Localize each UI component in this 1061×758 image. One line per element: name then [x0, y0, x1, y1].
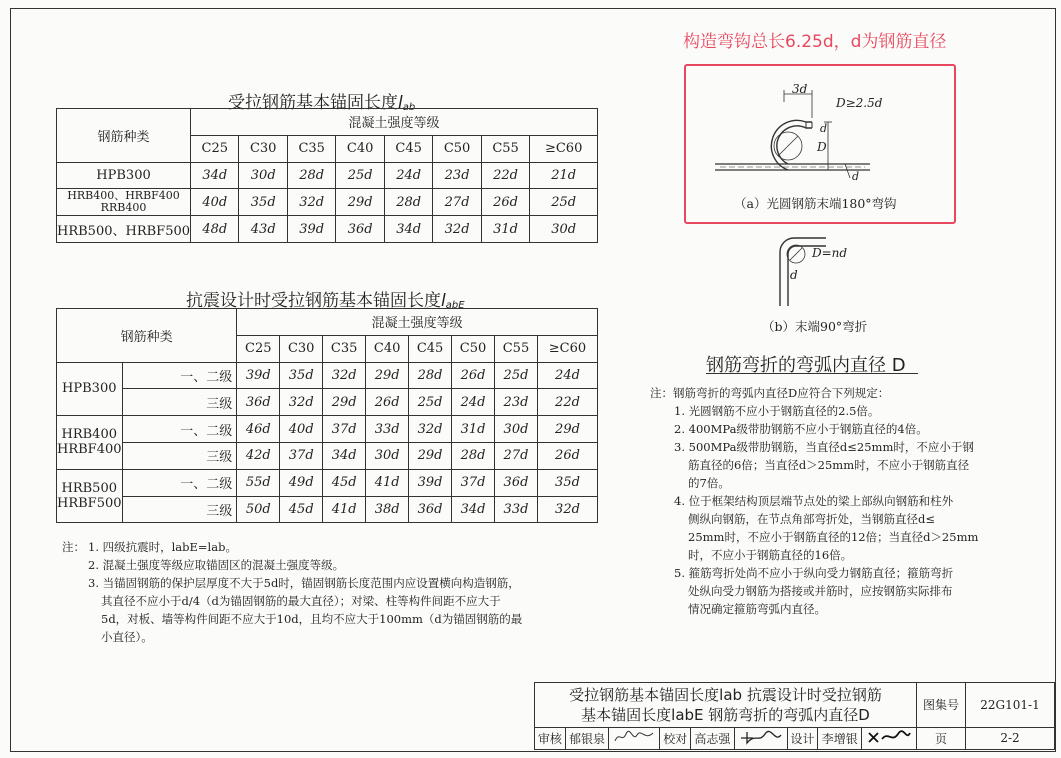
- title-block-title: 受拉钢筋基本锚固长度lab 抗震设计时受拉钢筋 基本锚固长度labE 钢筋弯折的弯弧内直径D: [535, 683, 917, 728]
- anchorage-value-cell: 41d: [366, 469, 409, 496]
- concrete-grade-header: 混凝土强度等级: [191, 109, 598, 136]
- anchorage-value-cell: 32d: [280, 389, 323, 416]
- grade-header-cell: C30: [239, 135, 287, 162]
- anchorage-value-cell: 36d: [495, 469, 538, 496]
- anchorage-value-cell: 25d: [409, 389, 452, 416]
- bend-d-label: d: [790, 268, 798, 282]
- anchorage-value-cell: 32d: [323, 362, 366, 389]
- hook-length-annotation: 构造弯钩总长6.25d，d为钢筋直径: [683, 32, 947, 52]
- anchorage-value-cell: 22d: [537, 389, 597, 416]
- anchorage-value-cell: 31d: [452, 416, 495, 443]
- grade-header-cell: C50: [452, 335, 495, 362]
- concrete-grade-header: 混凝土强度等级: [237, 309, 598, 336]
- table1-title: 受拉钢筋基本锚固长度$l_{ab}$: [228, 93, 416, 113]
- rule-item: 情况确定箍筋弯弧内直径。: [688, 602, 826, 616]
- anchorage-value-cell: 36d: [336, 216, 384, 243]
- anchorage-value-cell: 33d: [495, 496, 538, 523]
- anchorage-value-cell: 48d: [191, 216, 239, 243]
- seismic-level-cell: 一、二级: [122, 469, 237, 496]
- bend-90-figure: [760, 228, 860, 308]
- table-seismic-anchorage: [56, 308, 598, 523]
- anchorage-value-cell: 42d: [237, 442, 280, 469]
- anchorage-value-cell: 34d: [452, 496, 495, 523]
- figure-a-caption: （a）光圆钢筋末端180°弯钩: [734, 196, 897, 211]
- dim-d-label: d: [820, 122, 828, 135]
- rebar-type-header: 钢筋种类: [57, 309, 237, 363]
- anchorage-value-cell: 25d: [530, 189, 598, 216]
- title-underline: [706, 373, 918, 374]
- anchorage-value-cell: 34d: [323, 442, 366, 469]
- anchorage-value-cell: 28d: [287, 162, 335, 189]
- anchorage-value-cell: 35d: [280, 362, 323, 389]
- dim-D-label: D: [817, 140, 827, 154]
- anchorage-value-cell: 34d: [191, 162, 239, 189]
- grade-header-cell: C25: [237, 335, 280, 362]
- anchorage-value-cell: 30d: [495, 416, 538, 443]
- bend-rules-intro: 注：钢筋弯折的弯弧内直径D应符合下列规定：: [650, 386, 890, 400]
- anchorage-value-cell: 40d: [280, 416, 323, 443]
- seismic-level-cell: 一、二级: [122, 362, 237, 389]
- designer-signature: [862, 727, 917, 749]
- anchorage-value-cell: 25d: [495, 362, 538, 389]
- note-item: 小直径）。: [101, 630, 153, 644]
- checker-name: 高志强: [691, 727, 735, 749]
- rule-item: 1. 光圆钢筋不应小于钢筋直径的2.5倍。: [674, 404, 880, 418]
- anchorage-value-cell: 50d: [237, 496, 280, 523]
- reviewer-signature: [609, 727, 660, 749]
- anchorage-value-cell: 27d: [495, 442, 538, 469]
- grade-header-cell: C55: [495, 335, 538, 362]
- rule-item: 的7倍。: [688, 476, 730, 490]
- title-block: [534, 682, 1055, 750]
- anchorage-value-cell: 36d: [237, 389, 280, 416]
- anchorage-value-cell: 28d: [452, 442, 495, 469]
- anchorage-value-cell: 23d: [433, 162, 481, 189]
- rebar-type-cell: HRB400 HRBF400: [57, 416, 123, 470]
- anchorage-value-cell: 24d: [537, 362, 597, 389]
- anchorage-value-cell: 39d: [409, 469, 452, 496]
- table-row: [57, 442, 598, 469]
- anchorage-value-cell: 27d: [433, 189, 481, 216]
- note-item: 1. 四级抗震时，labE=lab。: [88, 540, 237, 554]
- checker-signature: [734, 727, 787, 749]
- reviewer-name: 郁银泉: [565, 727, 609, 749]
- table-row: [57, 389, 598, 416]
- anchorage-value-cell: 26d: [366, 389, 409, 416]
- anchorage-value-cell: 34d: [384, 216, 432, 243]
- anchorage-value-cell: 26d: [537, 442, 597, 469]
- page-number: 2-2: [966, 727, 1055, 749]
- anchorage-value-cell: 29d: [537, 416, 597, 443]
- anchorage-value-cell: 26d: [481, 189, 529, 216]
- anchorage-value-cell: 31d: [481, 216, 529, 243]
- anchorage-value-cell: 49d: [280, 469, 323, 496]
- anchorage-value-cell: 37d: [452, 469, 495, 496]
- grade-header-cell: C25: [191, 135, 239, 162]
- anchorage-value-cell: 29d: [366, 362, 409, 389]
- grade-header-cell: C40: [336, 135, 384, 162]
- design-label: 设计: [787, 727, 818, 749]
- grade-header-cell: C40: [366, 335, 409, 362]
- anchorage-value-cell: 43d: [239, 216, 287, 243]
- review-label: 审核: [535, 727, 566, 749]
- rule-item: 筋直径的6倍；当直径d＞25mm时，不应小于钢筋直径: [688, 458, 970, 472]
- note-item: 其直径不应小于d/4（d为锚固钢筋的最大直径）；对梁、柱等构件间距不应大于: [101, 594, 501, 608]
- anchorage-value-cell: 24d: [384, 162, 432, 189]
- anchorage-value-cell: 40d: [191, 189, 239, 216]
- bend-rules: [674, 402, 978, 618]
- rule-item: 4. 位于框架结构顶层端节点处的梁上部纵向钢筋和柱外: [674, 494, 954, 508]
- rule-item: 时，不应小于钢筋直径的16倍。: [688, 548, 853, 562]
- anchorage-value-cell: 41d: [323, 496, 366, 523]
- dim-d-label: d: [852, 170, 860, 183]
- anchorage-value-cell: 39d: [287, 216, 335, 243]
- rebar-type-cell: HPB300: [57, 362, 123, 416]
- anchorage-value-cell: 21d: [530, 162, 598, 189]
- rule-item: 5. 箍筋弯折处尚不应小于纵向受力钢筋直径；箍筋弯折: [674, 566, 954, 580]
- rebar-type-header: 钢筋种类: [57, 109, 191, 163]
- anchorage-value-cell: 45d: [323, 469, 366, 496]
- dim-3d-label: 3d: [792, 82, 808, 96]
- rule-item: 2. 400MPa级带肋钢筋不应小于钢筋直径的4倍。: [674, 422, 928, 436]
- anchorage-value-cell: 29d: [323, 389, 366, 416]
- table-row: [57, 216, 598, 243]
- grade-header-cell: C35: [323, 335, 366, 362]
- designer-name: 李增银: [818, 727, 862, 749]
- note-item: 5d，对板、墙等构件间距不应大于10d，且均不应大于100mm（d为锚固钢筋的最: [101, 612, 523, 626]
- anchorage-value-cell: 37d: [280, 442, 323, 469]
- figure-b-caption: （b）末端90°弯折: [762, 319, 868, 334]
- grade-header-cell: C50: [433, 135, 481, 162]
- anchorage-value-cell: 39d: [237, 362, 280, 389]
- rule-item: 25mm时，不应小于钢筋直径的12倍；当直径d＞25mm: [688, 530, 979, 544]
- anchorage-value-cell: 33d: [366, 416, 409, 443]
- grade-header-cell: C45: [384, 135, 432, 162]
- table-basic-anchorage: [56, 108, 598, 243]
- seismic-level-cell: 三级: [122, 389, 237, 416]
- anchorage-value-cell: 30d: [239, 162, 287, 189]
- rule-item: 侧纵向钢筋，在节点角部弯折处，当钢筋直径d≤: [688, 512, 935, 526]
- rebar-type-cell: HRB500 HRBF500: [57, 469, 123, 523]
- rebar-type-cell: HPB300: [57, 162, 191, 189]
- rule-item: 3. 500MPa级带肋钢筋，当直径d≤25mm时，不应小于钢: [674, 440, 974, 454]
- check-label: 校对: [660, 727, 691, 749]
- grade-header-cell: ≥C60: [530, 135, 598, 162]
- anchorage-value-cell: 22d: [481, 162, 529, 189]
- anchorage-value-cell: 30d: [366, 442, 409, 469]
- table-row: [57, 189, 598, 216]
- grade-header-cell: ≥C60: [537, 335, 597, 362]
- page-label: 页: [917, 727, 966, 749]
- dim-D-min-label: D≥2.5d: [836, 96, 883, 110]
- atlas-number: 22G101-1: [966, 683, 1055, 728]
- note-item: 2. 混凝土强度等级应取锚固区的混凝土强度等级。: [88, 558, 345, 572]
- anchorage-value-cell: 26d: [452, 362, 495, 389]
- anchorage-value-cell: 38d: [366, 496, 409, 523]
- seismic-level-cell: 三级: [122, 442, 237, 469]
- anchorage-value-cell: 25d: [336, 162, 384, 189]
- anchorage-value-cell: 32d: [433, 216, 481, 243]
- anchorage-value-cell: 28d: [409, 362, 452, 389]
- table-row: [57, 362, 598, 389]
- anchorage-value-cell: 46d: [237, 416, 280, 443]
- anchorage-value-cell: 35d: [239, 189, 287, 216]
- anchorage-value-cell: 29d: [409, 442, 452, 469]
- left-notes-label: 注：: [62, 540, 85, 554]
- bend-diameter-title: 钢筋弯折的弯弧内直径 D: [706, 355, 906, 376]
- anchorage-value-cell: 28d: [384, 189, 432, 216]
- anchorage-value-cell: 30d: [530, 216, 598, 243]
- seismic-level-cell: 三级: [122, 496, 237, 523]
- anchorage-value-cell: 32d: [537, 496, 597, 523]
- rule-item: 处纵向受力钢筋为搭接或并筋时，应按钢筋实际排布: [688, 584, 953, 598]
- note-item: 3. 当锚固钢筋的保护层厚度不大于5d时，锚固钢筋长度范围内应设置横向构造钢筋，: [88, 576, 520, 590]
- left-notes: [88, 538, 522, 646]
- table-row: [57, 416, 598, 443]
- anchorage-value-cell: 32d: [287, 189, 335, 216]
- anchorage-value-cell: 24d: [452, 389, 495, 416]
- table-row: [57, 496, 598, 523]
- anchorage-value-cell: 23d: [495, 389, 538, 416]
- rebar-type-cell: HRB400、HRBF400 RRB400: [57, 189, 191, 216]
- table-row: [57, 162, 598, 189]
- rebar-type-cell: HRB500、HRBF500: [57, 216, 191, 243]
- anchorage-value-cell: 36d: [409, 496, 452, 523]
- anchorage-value-cell: 37d: [323, 416, 366, 443]
- grade-header-cell: C30: [280, 335, 323, 362]
- grade-header-cell: C55: [481, 135, 529, 162]
- bend-D-label: D=nd: [812, 246, 848, 260]
- anchorage-value-cell: 55d: [237, 469, 280, 496]
- atlas-label: 图集号: [917, 683, 966, 728]
- table2-title: 抗震设计时受拉钢筋基本锚固长度$l_{abE}$: [186, 291, 465, 311]
- grade-header-cell: C35: [287, 135, 335, 162]
- anchorage-value-cell: 35d: [537, 469, 597, 496]
- grade-header-cell: C45: [409, 335, 452, 362]
- anchorage-value-cell: 45d: [280, 496, 323, 523]
- seismic-level-cell: 一、二级: [122, 416, 237, 443]
- anchorage-value-cell: 32d: [409, 416, 452, 443]
- table-row: [57, 469, 598, 496]
- anchorage-value-cell: 29d: [336, 189, 384, 216]
